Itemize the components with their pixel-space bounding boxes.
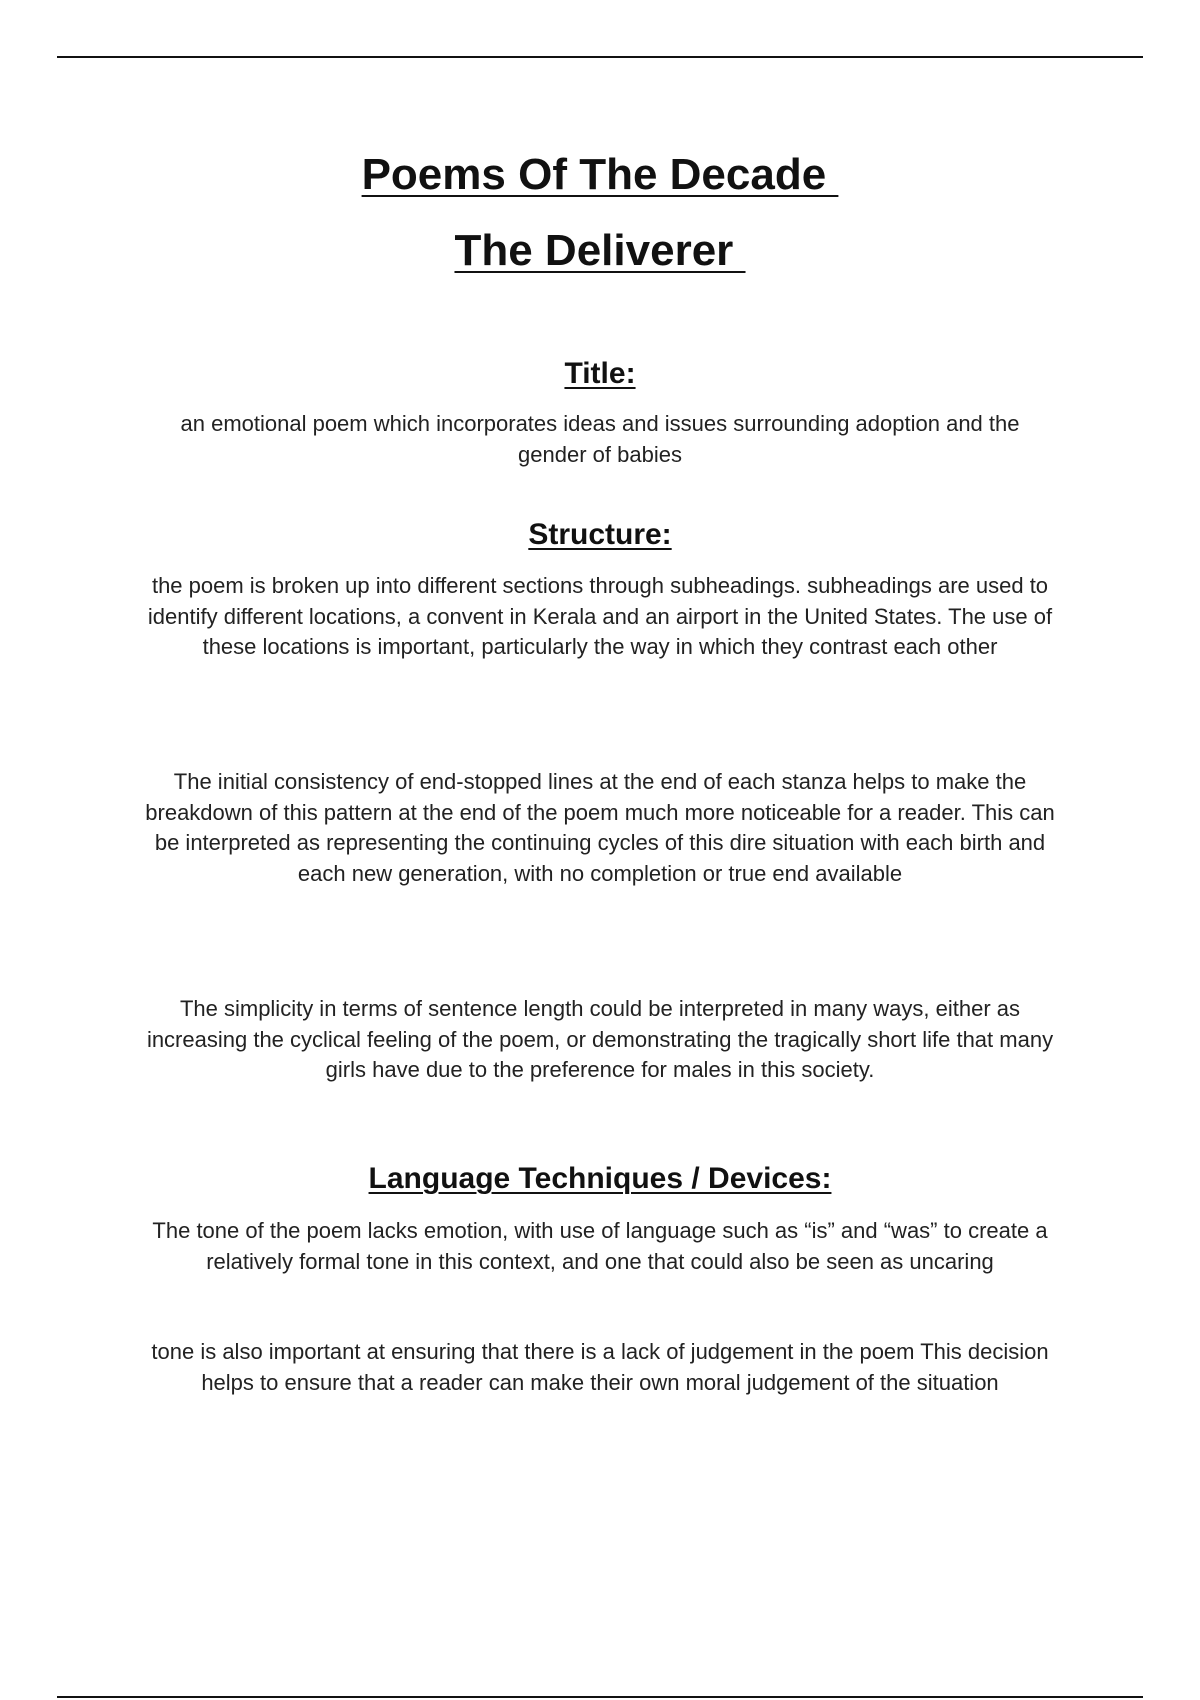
language-paragraph-2: tone is also important at ensuring that there is a lack of judgement in the poem This decision helps to ensure that a reader can make their own moral judgement of the situation: [151, 1339, 1049, 1395]
structure-paragraph-2: The initial consistency of end-stopped lines at the end of each stanza helps to make the breakdown of this pattern at the end of the poem much more noticeable for a reader. This can be interpreted as representing the continuing cycles of this dire situation with each birth and each new generation, with no completion or true end available: [145, 769, 1055, 886]
title-paragraph: an emotional poem which incorporates ideas and issues surrounding adoption and the gender of babies: [180, 411, 1020, 467]
bottom-rule: [57, 1696, 1143, 1698]
structure-paragraph-3: The simplicity in terms of sentence length could be interpreted in many ways, either as increasing the cyclical feeling of the poem, or demonstrating the tragically short life that many girls have due to the preference for males in this society.: [146, 996, 1054, 1082]
section-heading-title: Title:: [564, 357, 636, 390]
poem-title: The Deliverer: [454, 226, 746, 275]
language-paragraph-1: The tone of the poem lacks emotion, with use of language such as “is” and “was” to create a relatively formal tone in this context, and one that could also be seen as uncaring: [152, 1218, 1048, 1274]
section-heading-language: Language Techniques / Devices:: [368, 1162, 832, 1195]
structure-paragraph-1: the poem is broken up into different sections through subheadings. subheadings are used to identify different locations, a convent in Kerala and an airport in the United States. The use of these locations is important, particularly the way in which they contrast each other: [147, 573, 1053, 659]
document-title: Poems Of The Decade: [361, 150, 839, 199]
top-rule: [57, 56, 1143, 58]
section-heading-structure: Structure:: [528, 518, 672, 551]
